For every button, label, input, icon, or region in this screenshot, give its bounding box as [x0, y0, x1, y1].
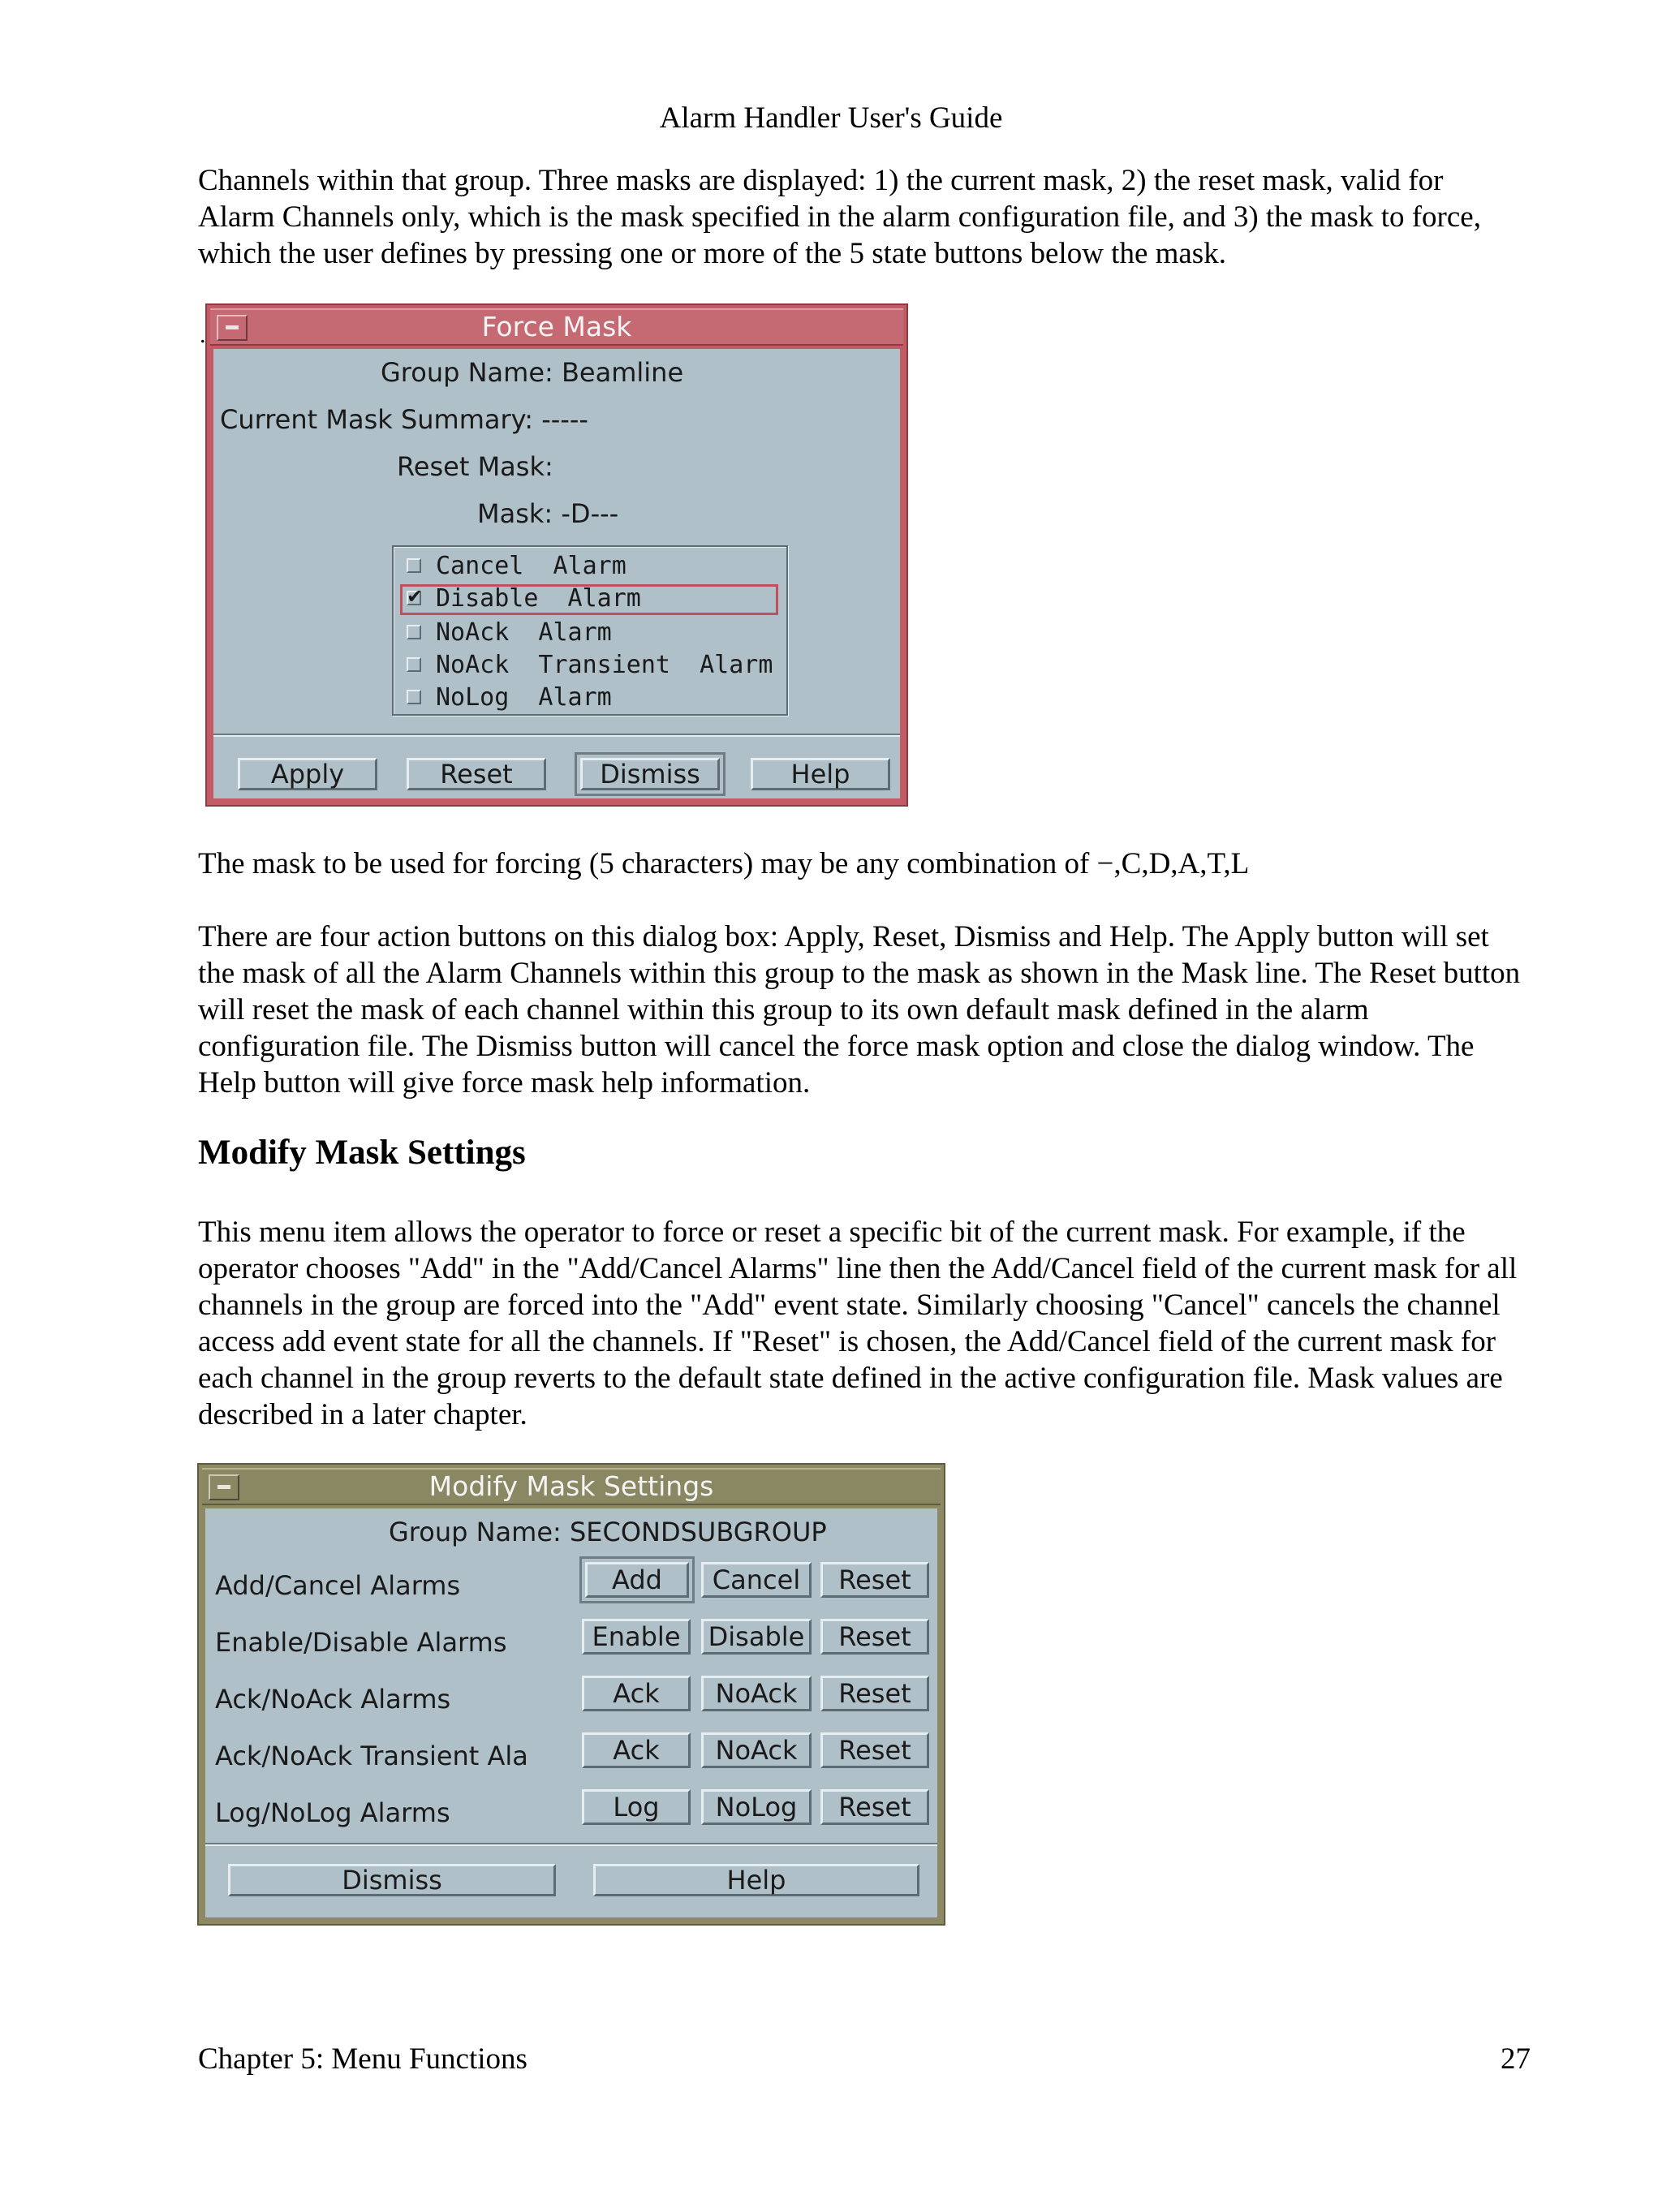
- row-label-log-nolog: Log/NoLog Alarms: [215, 1797, 450, 1828]
- window-menu-icon: [217, 1485, 230, 1489]
- help-button[interactable]: Help: [751, 758, 890, 790]
- add-button[interactable]: Add: [585, 1562, 689, 1598]
- group-name-label: Group Name: SECONDSUBGROUP: [389, 1517, 827, 1547]
- option-noack-alarm[interactable]: [394, 617, 783, 649]
- log-button[interactable]: Log: [582, 1789, 691, 1825]
- option-cancel-alarm[interactable]: [394, 550, 783, 583]
- noack-transient-button[interactable]: NoAck: [701, 1732, 812, 1768]
- modify-mask-titlebar[interactable]: [202, 1468, 941, 1505]
- intro-paragraph: [198, 162, 1537, 272]
- checkbox-icon[interactable]: [407, 625, 421, 639]
- mask-combination-text: The mask to be used for forcing (5 characters) may be any combination of −,C,D,A,T,L: [198, 847, 1250, 880]
- noack-button[interactable]: NoAck: [701, 1676, 812, 1711]
- row-label-add-cancel: Add/Cancel Alarms: [215, 1570, 461, 1601]
- option-label: Cancel Alarm: [436, 552, 626, 580]
- paragraph-line: each channel in the group reverts to the default state defined in the active configuration file. Mask values are: [198, 1362, 1503, 1395]
- dismiss-button[interactable]: Dismiss: [580, 758, 720, 790]
- option-nolog-alarm[interactable]: [394, 682, 783, 714]
- button-separator: [205, 1843, 937, 1846]
- cancel-button[interactable]: Cancel: [701, 1562, 812, 1598]
- option-disable-alarm[interactable]: [394, 583, 783, 615]
- option-label: NoLog Alarm: [436, 683, 612, 712]
- reset-ack-noack-transient-button[interactable]: Reset: [820, 1732, 929, 1768]
- checkbox-icon[interactable]: [407, 690, 421, 704]
- enable-button[interactable]: Enable: [582, 1619, 691, 1655]
- footer-chapter: Chapter 5: Menu Functions: [198, 2042, 527, 2076]
- intro-line: which the user defines by pressing one or more of the 5 state buttons below the mask.: [198, 237, 1226, 270]
- paragraph-line: described in a later chapter.: [198, 1398, 527, 1431]
- reset-mask-label: Reset Mask:: [397, 451, 553, 482]
- group-name-label: Group Name: Beamline: [381, 357, 684, 388]
- reset-log-nolog-button[interactable]: Reset: [820, 1789, 929, 1825]
- paragraph-line: channels in the group are forced into the "Add" event state. Similarly choosing "Cancel" cancels the channel: [198, 1289, 1501, 1322]
- force-mask-title: Force Mask: [481, 311, 632, 342]
- force-mask-titlebar[interactable]: [210, 308, 903, 346]
- section-heading: Modify Mask Settings: [198, 1134, 526, 1172]
- help-button[interactable]: Help: [593, 1864, 919, 1896]
- mask-options-frame: [392, 545, 788, 716]
- modify-mask-dialog: [197, 1463, 945, 1926]
- paragraph-line: will reset the mask of each channel within this group to its own default mask defined in the alarm: [198, 993, 1369, 1026]
- mask-label: Mask: -D---: [477, 498, 619, 529]
- row-label-ack-noack-transient: Ack/NoAck Transient Ala: [215, 1741, 528, 1771]
- dismiss-button[interactable]: Dismiss: [228, 1864, 556, 1896]
- row-label-enable-disable: Enable/Disable Alarms: [215, 1627, 507, 1658]
- ack-button[interactable]: Ack: [582, 1676, 691, 1711]
- paragraph-line: access add event state for all the channels. If "Reset" is chosen, the Add/Cancel field of the current mask for: [198, 1325, 1496, 1358]
- page-header: Alarm Handler User's Guide: [659, 101, 1003, 135]
- footer-page-number: 27: [1501, 2042, 1531, 2076]
- option-label: Disable Alarm: [436, 584, 641, 613]
- paragraph-line: This menu item allows the operator to force or reset a specific bit of the current mask. For example, if the: [198, 1216, 1466, 1249]
- checkbox-icon[interactable]: [407, 558, 421, 573]
- check-mark-icon: ✔: [407, 585, 424, 608]
- disable-button[interactable]: Disable: [701, 1619, 812, 1655]
- ack-transient-button[interactable]: Ack: [582, 1732, 691, 1768]
- option-label: NoAck Alarm: [436, 618, 612, 647]
- checkbox-checked-icon[interactable]: [407, 585, 424, 608]
- force-mask-body: [213, 349, 900, 798]
- button-separator: [213, 734, 900, 737]
- paragraph-line: There are four action buttons on this dialog box: Apply, Reset, Dismiss and Help. The Apply button will set: [198, 920, 1489, 953]
- row-label-ack-noack: Ack/NoAck Alarms: [215, 1684, 451, 1715]
- intro-line: Alarm Channels only, which is the mask specified in the alarm configuration file, and 3) the mask to force,: [198, 200, 1481, 234]
- reset-ack-noack-button[interactable]: Reset: [820, 1676, 929, 1711]
- action-buttons-paragraph: [198, 919, 1537, 1101]
- window-menu-button[interactable]: [209, 1474, 239, 1500]
- window-menu-button[interactable]: [217, 315, 248, 341]
- stray-mark: .: [200, 321, 206, 348]
- intro-line: Channels within that group. Three masks are displayed: 1) the current mask, 2) the reset mask, valid for: [198, 164, 1444, 197]
- reset-button[interactable]: Reset: [407, 758, 546, 790]
- window-menu-icon: [226, 325, 239, 329]
- checkbox-icon[interactable]: [407, 657, 421, 672]
- reset-add-cancel-button[interactable]: Reset: [820, 1562, 929, 1598]
- nolog-button[interactable]: NoLog: [701, 1789, 812, 1825]
- modify-paragraph: [198, 1214, 1537, 1433]
- modify-mask-title: Modify Mask Settings: [428, 1470, 714, 1502]
- current-mask-summary: Current Mask Summary: -----: [220, 404, 588, 435]
- force-mask-dialog: [205, 303, 908, 807]
- option-label: NoAck Transient Alarm: [436, 651, 773, 679]
- paragraph-line: operator chooses "Add" in the "Add/Cancel Alarms" line then the Add/Cancel field of the current mask for all: [198, 1252, 1518, 1285]
- modify-mask-body: [205, 1508, 937, 1917]
- reset-enable-disable-button[interactable]: Reset: [820, 1619, 929, 1655]
- paragraph-line: Help button will give force mask help information.: [198, 1066, 811, 1100]
- apply-button[interactable]: Apply: [238, 758, 377, 790]
- option-noack-transient-alarm[interactable]: [394, 649, 783, 682]
- paragraph-line: the mask of all the Alarm Channels within this group to the mask as shown in the Mask line. The Reset button: [198, 957, 1521, 990]
- paragraph-line: configuration file. The Dismiss button will cancel the force mask option and close the dialog window. The: [198, 1030, 1475, 1063]
